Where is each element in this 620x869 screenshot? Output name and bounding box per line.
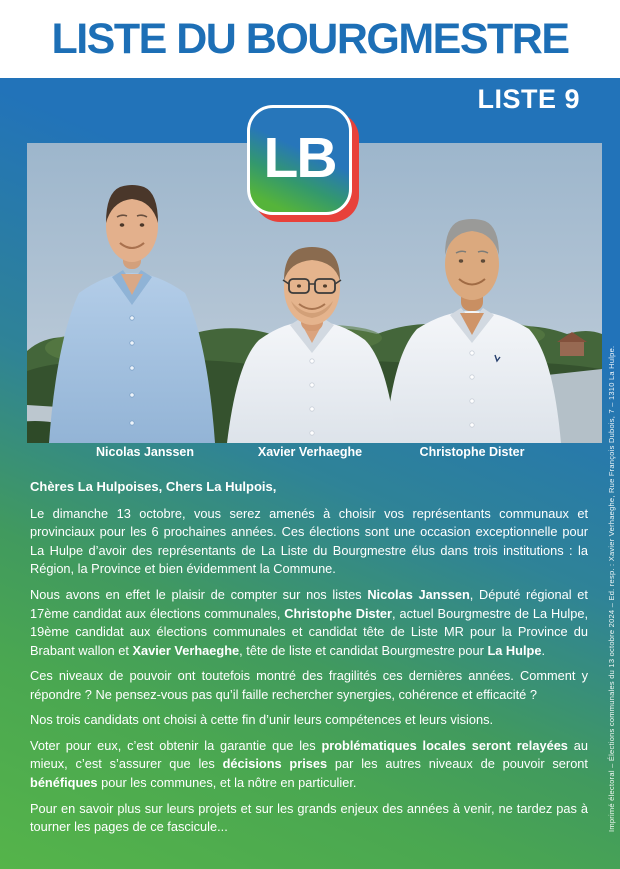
salutation: Chères La Hulpoises, Chers La Hulpois, [30,479,277,494]
body-paragraph: Voter pour eux, c’est obtenir la garantie que les problématiques locales seront relayées au mieux, c’est s’assurer que les décisions prises par les autres niveaux de pouvoir seront bénéfiques pour les communes, et la nôtre en particulier. [30,737,588,790]
body-text [30,478,588,844]
body-paragraph: Nos trois candidats ont choisi à cette fin d’unir leurs compétences et leurs visions. [30,712,494,728]
paragraphs [30,505,588,837]
body-paragraph: Le dimanche 13 octobre, vous serez amenés à choisir vos représentants communaux et provinciaux pour les 6 prochaines années. Ces élections sont une occasion exceptionnelle pour La Hulpe d’avoir des représentants de La Liste du Bourgmestre élus dans trois institutions : la Région, la Province et bien évidemment la Commune. [30,505,588,577]
list-number-badge: LISTE 9 [477,84,580,114]
body-paragraph: Nous avons en effet le plaisir de compter sur nos listes Nicolas Janssen, Député régional et 17ème candidat aux élections communales, Christophe Dister, actuel Bourgmestre de La Hulpe, 19ème candidat aux élections communales et candidat tête de Liste MR pour la Province du Brabant wallon et Xavier Verhaeghe, tête de liste et candidat Bourgmestre pour La Hulpe. [30,587,588,658]
photo-captions [0,445,620,461]
content-area [0,78,620,869]
candidate-name-right: Christophe Dister [419,445,525,459]
lb-logo-text: LB [263,125,336,190]
candidate-name-left: Nicolas Janssen [96,445,194,459]
header [0,0,620,78]
lb-logo [247,105,352,215]
candidate-name-center: Xavier Verhaeghe [257,445,363,459]
body-paragraph: Pour en savoir plus sur leurs projets et sur les grands enjeux des années à venir, ne tardez pas à tourner les pages de ce fascicule... [30,800,588,835]
imprint-vertical-text: Imprimé électoral – Élections communales du 13 octobre 2024 – Ed. resp. : Xavier Verhaeghe, Rue François Dubois, 7 – 1310 La Hulpe. [607,345,616,833]
page-title: LISTE DU BOURGMESTRE [51,14,569,63]
body-paragraph: Ces niveaux de pouvoir ont toutefois montré des fragilités ces dernières années. Comment y répondre ? Ne pensez-vous pas qu’il faille rechercher synergies, cohérence et efficacité ? [30,668,588,702]
